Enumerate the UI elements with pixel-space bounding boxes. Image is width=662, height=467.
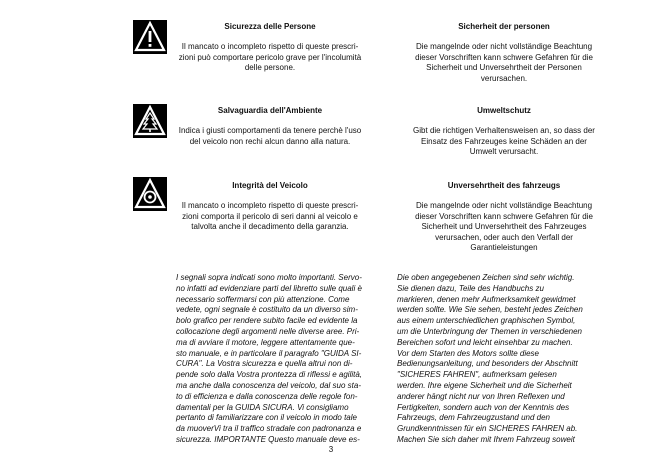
- warning-triangle-exclamation-icon: [133, 20, 167, 54]
- de-title-3: Unversehrtheit des fahrzeugs: [447, 181, 561, 190]
- de-section-2: [395, 105, 613, 158]
- de-text-1: Die mangelnde oder nicht vollständige Beachtung dieser Vorschriften kann schwere Gefahren für die Sicherheit und Unversehrtheit der Personen verursachen.: [415, 42, 593, 83]
- vehicle-integrity-icon: [133, 177, 167, 211]
- german-body-paragraph: Die oben angegebenen Zeichen sind sehr wichtig. Sie dienen dazu, Teile des Handbuchs zu markieren, denen mehr Aufmerksamkeit gewidmet werden sollte. Wie Sie sehen, besteht jedes Zeichen aus einem unterschiedlichen graphischen Symbol, um die Unterbringung der Themen in verschiedenen Bereichen sofort und leicht einsehbar zu machen. Vor dem Starten des Motors sollte diese Bedienungsanleitung, und besonders der Abschnitt "SICHERES FAHREN", aufmerksam gelesen werden. Ihre eigene Sicherheit und die Sicherheit anderer hängt nicht nur von Ihren Reflexen und Fertigkeiten, sondern auch von der Kenntnis des Fahrzeugs, dem Fahrzeugzustand und den Grundkenntnissen für ein SICHERES FAHREN ab. Machen Sie sich daher mit Ihrem Fahrzeug soweit: [397, 273, 583, 444]
- de-section-1: [395, 21, 613, 84]
- it-title-2: Salvaguardia dell'Ambiente: [217, 106, 323, 115]
- de-title-2: Umweltschutz: [477, 106, 531, 115]
- it-text-3: Il mancato o incompleto rispetto di queste prescri- zioni comporta il pericolo di seri danni al veicolo e talvolta anche il decadimento della garanzia.: [181, 201, 359, 231]
- it-text-2: Indica i giusti comportamenti da tenere perchè l'uso del veicolo non rechi alcun danno alla natura.: [178, 126, 362, 146]
- it-section-3: [175, 180, 365, 233]
- it-text-1: Il mancato o incompleto rispetto di queste prescri- zioni può comportare pericolo grave per l'incolumità delle persone.: [178, 42, 362, 72]
- de-text-2: Gibt die richtigen Verhaltensweisen an, so dass der Einsatz des Fahrzeuges keine Schäden an der Umwelt verursacht.: [413, 126, 595, 156]
- it-title-1: Sicurezza delle Persone: [224, 22, 316, 31]
- de-text-3: Die mangelnde oder nicht vollständige Beachtung dieser Vorschriften kann schwere Gefahren für die Sicherheit und Unversehrtheit des Fahrzeuges verursachen, oder auch den Verfall der Garantieleistungen: [415, 201, 593, 252]
- de-section-3: [395, 180, 613, 254]
- environment-tree-icon: [133, 104, 167, 138]
- page-number: 3: [328, 445, 334, 454]
- italian-body-paragraph: I segnali sopra indicati sono molto importanti. Servo- no infatti ad evidenziare parti del libretto sulle quali è necessario soffermarsi con più attenzione. Come vedete, ogni segnale è costituito da un diverso sim- bolo grafico per rendere subito facile ed evidente la collocazione degli argomenti nelle diverse aree. Pri- ma di avviare il motore, leggere attentamente que- sto manuale, e in particolare il paragrafo "GUIDA SI- CURA". La Vostra sicurezza e quella altrui non di- pende solo dalla Vostra prontezza di riflessi e agilità, ma anche dalla conoscenza del veicolo, dal suo sta- to di efficienza e dalla conoscenza delle regole fon- damentali per la GUIDA SICURA. Vi consigliamo pertanto di familiarizzare con il veicolo in modo tale da muoverVi tra il traffico stradale con padronanza e sicurezza. IMPORTANTE Questo manuale deve es-: [176, 273, 363, 444]
- it-section-1: [175, 21, 365, 74]
- it-title-3: Integrità del Veicolo: [232, 181, 308, 190]
- de-title-1: Sicherheit der personen: [458, 22, 550, 31]
- it-section-2: [175, 105, 365, 147]
